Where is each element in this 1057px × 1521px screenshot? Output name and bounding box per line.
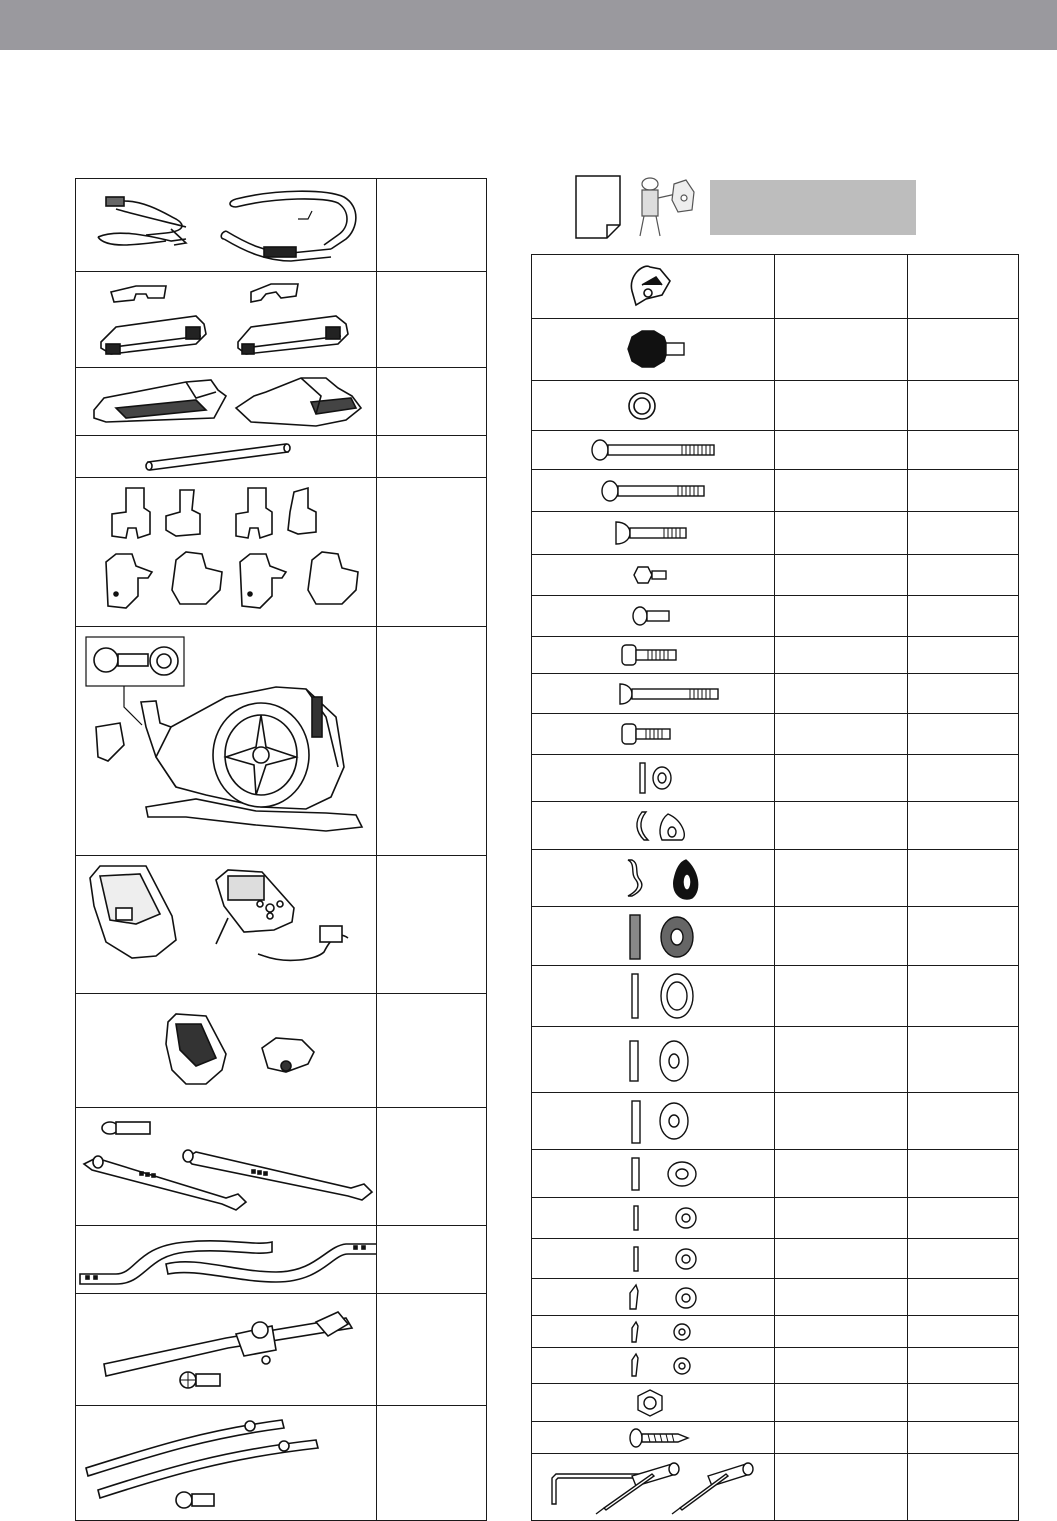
- hardware-spec: [774, 714, 907, 754]
- hex-bolt-icon: [532, 555, 774, 596]
- table-row: [532, 713, 1018, 754]
- hardware-spec: [774, 255, 907, 318]
- hardware-qty: [907, 1454, 1018, 1520]
- table-row: [532, 636, 1018, 673]
- hardware-spec: [774, 1027, 907, 1092]
- hardware-spec: [774, 755, 907, 801]
- part-label: [376, 856, 486, 993]
- small-washer-icon: [532, 1198, 774, 1239]
- table-row: [76, 1293, 486, 1405]
- hardware-spec: [774, 431, 907, 469]
- hardware-spec: [774, 907, 907, 965]
- hardware-qty: [907, 850, 1018, 906]
- hardware-qty: [907, 381, 1018, 430]
- part-label: [376, 436, 486, 477]
- curved-washer-icon: [532, 802, 774, 850]
- lock-washer-icon: [532, 1348, 774, 1384]
- hardware-qty: [907, 555, 1018, 595]
- hardware-spec: [774, 555, 907, 595]
- main-frame-icon: [76, 627, 376, 856]
- hardware-qty: [907, 907, 1018, 965]
- flat-washer-icon: [532, 755, 774, 802]
- hardware-qty: [907, 637, 1018, 673]
- part-label: [376, 994, 486, 1107]
- hardware-qty: [907, 1316, 1018, 1347]
- handle-bars-icon: [76, 1406, 376, 1521]
- table-row: [532, 318, 1018, 380]
- handlebar-with-pulse-sensor-icon: [76, 179, 376, 271]
- table-row: [76, 271, 486, 367]
- hardware-qty: [907, 1422, 1018, 1453]
- nylon-washer-icon: [532, 907, 774, 966]
- hardware-spec: [774, 637, 907, 673]
- nut-icon: [532, 1384, 774, 1422]
- table-row: [532, 965, 1018, 1026]
- bolt-icon: [532, 470, 774, 512]
- hardware-spec: [774, 1384, 907, 1421]
- table-row: [532, 595, 1018, 636]
- table-row: [532, 906, 1018, 965]
- tube-icon: [76, 436, 376, 478]
- hardware-spec: [774, 674, 907, 713]
- upright-post-icon: [76, 1294, 376, 1406]
- part-label: [376, 1406, 486, 1520]
- hardware-spec: [774, 850, 907, 906]
- table-row: [76, 1107, 486, 1225]
- hardware-qty: [907, 470, 1018, 511]
- clamp-icon: [532, 255, 774, 318]
- table-row: [532, 1347, 1018, 1383]
- hardware-qty: [907, 1348, 1018, 1383]
- wave-washer-icon: [532, 850, 774, 907]
- hardware-qty: [907, 596, 1018, 636]
- hardware-qty: [907, 1093, 1018, 1149]
- table-row: [532, 1278, 1018, 1315]
- table-row: [532, 1453, 1018, 1520]
- hardware-spec: [774, 802, 907, 849]
- pedals-icon: [76, 368, 376, 436]
- table-row: [532, 1421, 1018, 1453]
- long-carriage-bolt-icon: [532, 674, 774, 714]
- stabilizers-icon: [76, 1108, 376, 1226]
- table-row: [532, 469, 1018, 511]
- part-label: [376, 272, 486, 367]
- table-row: [532, 554, 1018, 595]
- hardware-spec: [774, 1093, 907, 1149]
- table-row: [76, 367, 486, 435]
- hardware-spec: [774, 1239, 907, 1278]
- hardware-qty: [907, 431, 1018, 469]
- allen-key-and-wrenches-icon: [532, 1454, 774, 1521]
- hardware-qty: [907, 319, 1018, 380]
- table-row: [76, 477, 486, 626]
- hardware-qty: [907, 512, 1018, 554]
- hardware-spec: [774, 319, 907, 380]
- small-flat-washer-icon: [532, 1239, 774, 1279]
- table-row: [532, 1315, 1018, 1347]
- mascot-with-bag-icon: [628, 170, 704, 240]
- table-row: [76, 1225, 486, 1293]
- table-row: [76, 435, 486, 477]
- console-bracket-icon: [76, 994, 376, 1108]
- hardware-table: [531, 254, 1019, 1521]
- hardware-qty: [907, 1150, 1018, 1197]
- part-label: [376, 368, 486, 435]
- table-row: [532, 1383, 1018, 1421]
- table-row: [532, 1197, 1018, 1238]
- table-row: [532, 1092, 1018, 1149]
- hardware-spec: [774, 1150, 907, 1197]
- table-row: [532, 1149, 1018, 1197]
- joint-caps-icon: [76, 478, 376, 627]
- knob-icon: [532, 319, 774, 381]
- medium-washer-icon: [532, 1093, 774, 1150]
- part-label: [376, 478, 486, 626]
- table-row: [532, 1026, 1018, 1092]
- hardware-spec: [774, 1279, 907, 1315]
- long-bolt-icon: [532, 431, 774, 470]
- document-icon: [575, 175, 621, 239]
- parts-table: [75, 178, 487, 1521]
- table-row: [76, 1405, 486, 1520]
- hardware-qty: [907, 1279, 1018, 1315]
- carriage-bolt-icon: [532, 512, 774, 555]
- hardware-spec: [774, 512, 907, 554]
- hardware-spec: [774, 381, 907, 430]
- console-with-adapter-icon: [76, 856, 376, 994]
- hardware-spec: [774, 470, 907, 511]
- screw-icon: [532, 1422, 774, 1454]
- part-label: [376, 1294, 486, 1405]
- hardware-pack-label: [710, 180, 916, 235]
- hardware-qty: [907, 1384, 1018, 1421]
- pedal-arm-icon: [76, 1226, 376, 1294]
- table-row: [532, 511, 1018, 554]
- part-label: [376, 1108, 486, 1225]
- hardware-spec: [774, 596, 907, 636]
- hardware-qty: [907, 802, 1018, 849]
- small-spring-washer-icon: [532, 1316, 774, 1348]
- part-label: [376, 627, 486, 855]
- big-flat-washer-icon: [532, 1027, 774, 1093]
- pedal-bracket-covers-icon: [76, 272, 376, 368]
- table-row: [532, 673, 1018, 713]
- hardware-qty: [907, 714, 1018, 754]
- hardware-qty: [907, 255, 1018, 318]
- hardware-qty: [907, 966, 1018, 1026]
- table-row: [532, 849, 1018, 906]
- table-row: [532, 430, 1018, 469]
- hardware-qty: [907, 1027, 1018, 1092]
- table-row: [76, 179, 486, 271]
- hardware-spec: [774, 1198, 907, 1238]
- large-washer-icon: [532, 966, 774, 1027]
- socket-screw-icon: [532, 714, 774, 755]
- table-row: [532, 380, 1018, 430]
- table-row: [532, 801, 1018, 849]
- hardware-spec: [774, 1348, 907, 1383]
- header-bar: [0, 0, 1057, 50]
- washer-icon: [532, 1150, 774, 1198]
- table-row: [532, 754, 1018, 801]
- spring-washer-icon: [532, 1279, 774, 1316]
- part-label: [376, 179, 486, 271]
- hardware-spec: [774, 966, 907, 1026]
- socket-bolt-icon: [532, 637, 774, 674]
- hardware-qty: [907, 674, 1018, 713]
- hardware-spec: [774, 1316, 907, 1347]
- table-row: [532, 1238, 1018, 1278]
- hardware-qty: [907, 1239, 1018, 1278]
- table-row: [532, 255, 1018, 318]
- part-label: [376, 1226, 486, 1293]
- table-row: [76, 993, 486, 1107]
- cap-nut-icon: [532, 381, 774, 431]
- table-row: [76, 626, 486, 855]
- hardware-qty: [907, 1198, 1018, 1238]
- hardware-spec: [774, 1422, 907, 1453]
- hardware-spec: [774, 1454, 907, 1520]
- hardware-qty: [907, 755, 1018, 801]
- short-bolt-icon: [532, 596, 774, 637]
- table-row: [76, 855, 486, 993]
